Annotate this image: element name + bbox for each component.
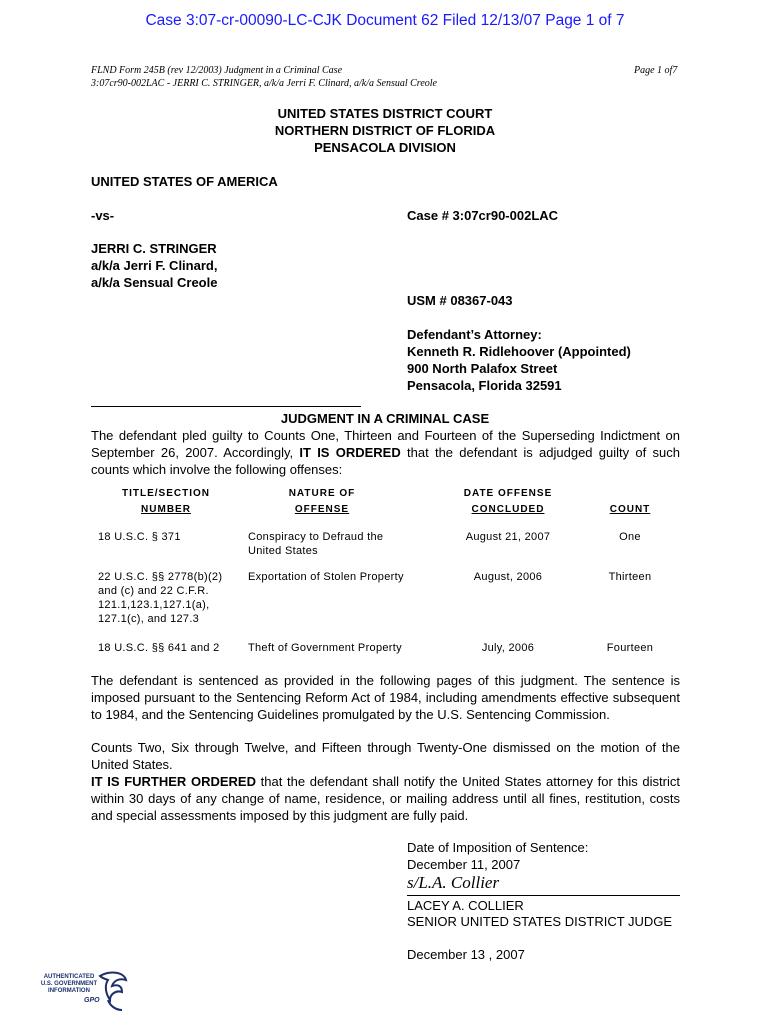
defendant-alias-1: a/k/a Jerri F. Clinard, [91,258,218,273]
attorney-street: 900 North Palafox Street [407,361,558,376]
gpo-authentication-logo [40,970,140,1020]
table-row-3-date: July, 2006 [481,642,535,654]
imposition-label: Date of Imposition of Sentence: [407,840,589,855]
separator-rule [91,406,361,407]
defendant-alias-2: a/k/a Sensual Creole [91,275,218,290]
judge-name: LACEY A. COLLIER [407,898,524,913]
judge-signature: s/L.A. Collier [407,873,500,892]
table-row-3-count: Fourteen [606,642,654,654]
form-header-line1: FLND Form 245B (rev 12/2003) Judgment in a Criminal Case [91,65,343,76]
table-row-3-nature: Theft of Government Property [248,642,402,654]
table-row-2-title: 22 U.S.C. §§ 2778(b)(2) and (c) and 22 C.F.R. 121.1,123.1,127.1(a), 127.1(c), and 127.3 [98,571,223,625]
header-nature-offense: NATURE OF OFFENSE [288,488,356,515]
imposition-date: December 11, 2007 [407,857,521,872]
ecf-header: Case 3:07-cr-00090-LC-CJK Document 62 Filed 12/13/07 Page 1 of 7 [145,12,625,29]
judgment-title: JUDGMENT IN A CRIMINAL CASE [280,411,490,426]
signature-line [407,895,680,896]
page-number: Page 1 of7 [634,65,678,76]
case-number: Case # 3:07cr90-002LAC [407,208,559,223]
gpo-mark: GPO [84,997,100,1004]
court-division: PENSACOLA DIVISION [314,140,456,155]
court-name: UNITED STATES DISTRICT COURT [277,106,493,121]
versus: -vs- [91,208,115,223]
table-row-1-date: August 21, 2007 [465,531,551,543]
sentence-paragraph: The defendant is sentenced as provided in the following pages of this judgment. The sentence is imposed pursuant to the Sentencing Reform Act of 1984, including amendments effective subsequent to 1984, and the Sentencing Guidelines promulgated by the U.S. Sentencing Commission. [91,673,680,722]
form-header-line2: 3:07cr90-002LAC - JERRI C. STRINGER, a/k/a Jerri F. Clinard, a/k/a Sensual Creole [91,78,437,89]
dismissed-paragraph: Counts Two, Six through Twelve, and Fifteen through Twenty-One dismissed on the motion of the United States. [91,740,680,772]
table-row-2-date: August, 2006 [473,571,543,583]
table-row-2-nature: Exportation of Stolen Property [248,571,404,583]
header-date-concluded: DATE OFFENSE CONCLUDED [463,488,553,515]
intro-paragraph: The defendant pled guilty to Counts One, Thirteen and Fourteen of the Superseding Indictment on September 26, 2007. Accordingly, IT IS ORDERED that the defendant is adjudged guilty of such counts which involve the following offenses: [91,428,680,477]
judge-title: SENIOR UNITED STATES DISTRICT JUDGE [407,914,673,929]
court-district: NORTHERN DISTRICT OF FLORIDA [274,123,496,138]
usm-number: USM # 08367-043 [407,293,513,308]
gpo-logo-text: AUTHENTICATED U.S. GOVERNMENT INFORMATION [40,974,98,994]
attorney-city: Pensacola, Florida 32591 [407,378,562,393]
attorney-label: Defendant’s Attorney: [407,327,542,342]
further-ordered-paragraph: IT IS FURTHER ORDERED that the defendant shall notify the United States attorney for this district within 30 days of any change of name, residence, or mailing address until all fines, restitution, costs and special assessments imposed by this judgment are fully paid. [91,774,680,823]
table-row-1-count: One [619,531,641,543]
header-count: COUNT [609,504,651,515]
attorney-name: Kenneth R. Ridlehoover (Appointed) [407,344,631,359]
table-row-3-title: 18 U.S.C. §§ 641 and 2 [98,642,220,654]
table-row-1-nature: Conspiracy to Defraud the United States [248,531,384,557]
defendant-name: JERRI C. STRINGER [91,241,217,256]
signed-date: December 13 , 2007 [407,947,525,962]
plaintiff: UNITED STATES OF AMERICA [91,174,278,189]
header-title-section: TITLE/SECTION NUMBER [122,488,210,515]
table-row-2-count: Thirteen [608,571,652,583]
table-row-1-title: 18 U.S.C. § 371 [98,531,181,543]
eagle-icon [96,970,130,1014]
